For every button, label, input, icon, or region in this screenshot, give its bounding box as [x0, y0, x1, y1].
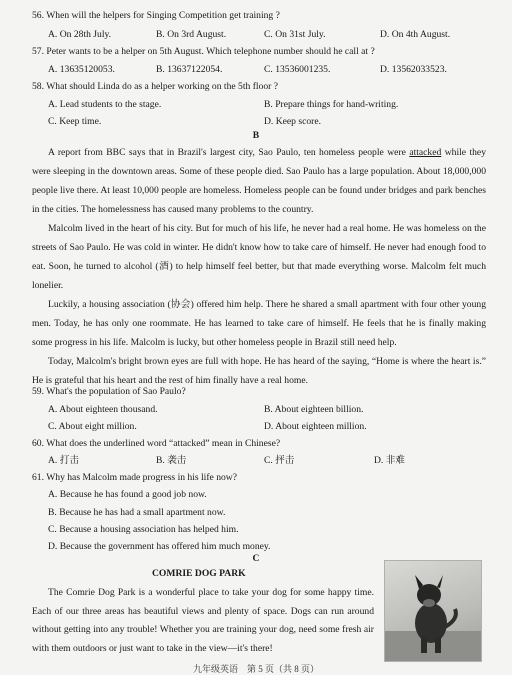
section-c-heading: C [252, 553, 260, 564]
question-59-stem: 59. What's the population of Sao Paulo? [32, 386, 186, 397]
q59-option-d: D. About eighteen million. [264, 421, 367, 432]
page-footer: 九年级英语 第 5 页（共 8 页） [192, 664, 319, 674]
question-57-stem: 57. Peter wants to be a helper on 5th August. Which telephone number should he call at ? [32, 46, 375, 57]
passage-b-paragraph-2: Malcolm lived in the heart of his city. But for much of his life, he never had a real home. He was homeless on the streets of Sao Paulo. He was cold in winter. He didn't know how to take care of himself. He never had enough food to eat. Soon, he turned to alcohol (酒) to help himself feel better, but that made everything worse. Malcolm felt much lonelier. [32, 223, 486, 291]
question-58-stem: 58. What should Linda do as a helper working on the 5th floor ? [32, 81, 279, 92]
q60-option-b: B. 袭击 [156, 455, 187, 466]
q57-option-d: D. 13562033523. [380, 64, 447, 75]
q58-option-b: B. Prepare things for hand-writing. [264, 99, 399, 110]
q61-option-d: D. Because the government has offered him much money. [48, 541, 271, 552]
q61-option-c: C. Because a housing association has helped him. [48, 524, 239, 535]
q58-option-c: C. Keep time. [48, 116, 102, 127]
q57-option-b: B. 13637122054. [156, 64, 223, 75]
passage-c-title: COMRIE DOG PARK [152, 568, 246, 579]
q56-option-d: D. On 4th August. [380, 29, 451, 40]
question-60-stem: 60. What does the underlined word “attacked” mean in Chinese? [32, 438, 281, 449]
q57-option-c: C. 13536001235. [264, 64, 331, 75]
q57-option-a: A. 13635120053. [48, 64, 115, 75]
q56-option-b: B. On 3rd August. [156, 29, 227, 40]
passage-b-paragraph-1 [32, 143, 486, 219]
underlined-word-attacked: attacked [409, 147, 442, 158]
q59-option-b: B. About eighteen billion. [264, 404, 364, 415]
q56-option-a: A. On 28th July. [48, 29, 112, 40]
passage-b [32, 143, 486, 390]
q60-option-c: C. 抨击 [264, 455, 295, 466]
question-61-stem: 61. Why has Malcolm made progress in his life now? [32, 472, 237, 483]
section-b-heading: B [252, 130, 260, 141]
q58-option-d: D. Keep score. [264, 116, 322, 127]
q60-option-d: D. 非难 [374, 455, 405, 466]
question-56-stem: 56. When will the helpers for Singing Competition get training ? [32, 10, 280, 21]
passage-b-paragraph-4: Today, Malcolm's bright brown eyes are full with hope. He has heard of the saying, “Home is where the heart is.” He is grateful that his heart and the rest of him finally have a real home. [32, 356, 486, 386]
dog-photo [384, 560, 482, 662]
q59-option-a: A. About eighteen thousand. [48, 404, 158, 415]
q60-option-a: A. 打击 [48, 455, 79, 466]
q56-option-c: C. On 31st July. [264, 29, 326, 40]
q58-option-a: A. Lead students to the stage. [48, 99, 162, 110]
q61-option-a: A. Because he has found a good job now. [48, 489, 207, 500]
passage-b-p1-rest: while they were sleeping in the downtown areas. Some of these people died. Sao Paulo has a large population. About 18,000,000 people live there. At least 10,000 people are homeless. Homeless people can be found under bridges and park benches in the cities. The homelessness has caused many problems to the country. [32, 147, 486, 215]
q59-option-c: C. About eight million. [48, 421, 137, 432]
passage-c-paragraph: The Comrie Dog Park is a wonderful place to take your dog for some happy time. Each of our three areas has beautiful views and plenty of space. Dogs can run around without getting into any trouble! Whether you are training your dog, need some fresh air with them outdoors or just want to take in the view—it's there! [32, 587, 374, 654]
passage-b-p1-start: A report from BBC says that in Brazil's largest city, Sao Paulo, ten homeless people were [48, 147, 406, 158]
dog-illustration [385, 561, 481, 661]
passage-b-paragraph-3: Luckily, a housing association (协会) offered him help. There he shared a small apartment with four other young men. Today, he has only one roommate. He has learned to take care of himself. He feels that he is finally making some progress in his life. Malcolm is lucky, but other homeless people in Brazil still need help. [32, 299, 486, 348]
q61-option-b: B. Because he has had a small apartment now. [48, 507, 226, 518]
passage-c [32, 584, 374, 658]
